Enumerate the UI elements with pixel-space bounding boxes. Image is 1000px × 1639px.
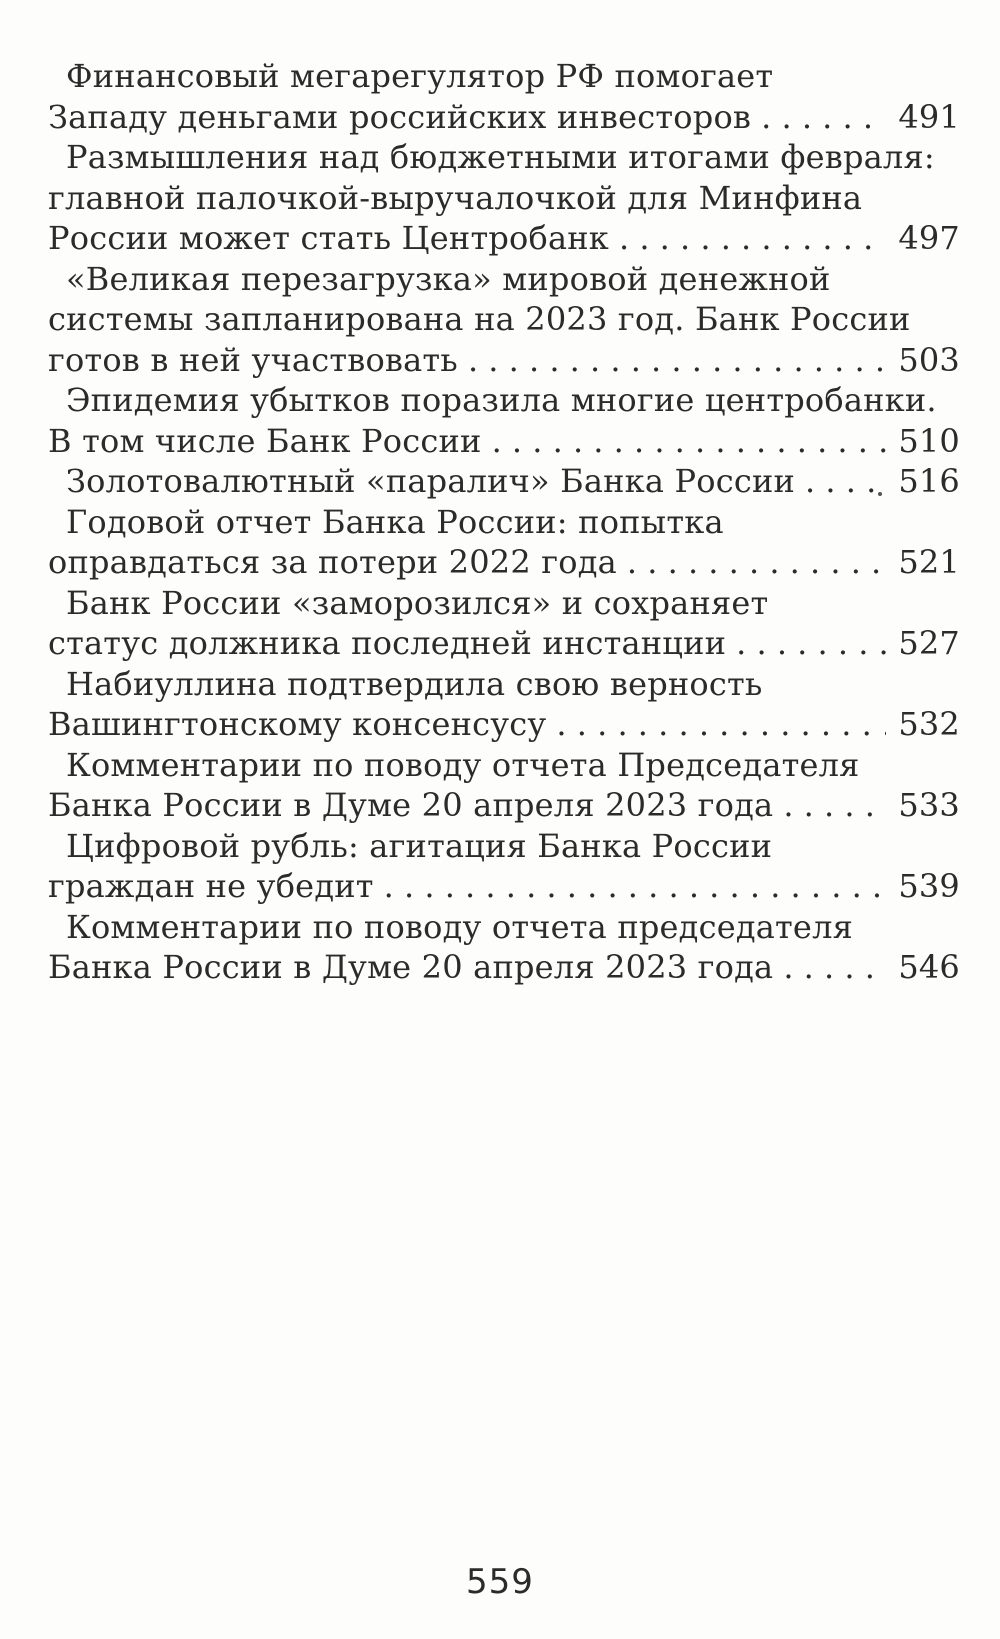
table-of-contents [48, 56, 960, 988]
toc-entry-last-line [48, 947, 960, 988]
toc-entry-line: статус должника последней инстанции [48, 624, 727, 662]
toc-page-number: 546 [898, 948, 960, 986]
dot-leader [619, 218, 886, 259]
toc-entry-line: России может стать Центробанк [48, 219, 609, 257]
toc-entry-line: «Великая перезагрузка» мировой денежной [66, 259, 831, 298]
toc-entry-line: Банка России в Думе 20 апреля 2023 года [48, 786, 774, 824]
toc-page-number: 532 [898, 705, 960, 743]
toc-entry [48, 461, 960, 502]
toc-page-number: 527 [898, 624, 960, 662]
dot-leader [736, 623, 886, 664]
toc-page-number: 516 [898, 462, 960, 500]
dot-leader [783, 947, 886, 988]
toc-entry-line: Цифровой рубль: агитация Банка России [66, 826, 773, 865]
toc-entry-line: Годовой отчет Банка России: попытка [66, 502, 724, 541]
toc-entry [48, 583, 960, 664]
toc-entry-line: В том числе Банк России [48, 421, 482, 460]
toc-entry-line: Эпидемия убытков поразила многие центробанки. [66, 381, 937, 419]
dot-leader [627, 542, 886, 583]
toc-entry [48, 259, 960, 381]
dot-leader [492, 421, 887, 462]
toc-entry-last-line [48, 97, 960, 138]
toc-entry [48, 502, 960, 583]
toc-entry-last-line [48, 785, 960, 826]
dot-leader [556, 704, 886, 745]
toc-page-number: 497 [898, 219, 960, 257]
toc-entry-last-line [48, 218, 960, 259]
toc-entry [48, 664, 960, 745]
toc-entry-last-line [48, 866, 960, 907]
toc-page-number: 510 [898, 421, 960, 460]
toc-entry-last-line [48, 461, 960, 502]
toc-entry-line: граждан не убедит [48, 867, 374, 905]
toc-entry-last-line [48, 421, 960, 462]
toc-page-number: 503 [898, 340, 960, 379]
toc-page-number: 521 [898, 543, 960, 581]
toc-entry-last-line [48, 704, 960, 745]
toc-entry-line: готов в ней участвовать [48, 340, 458, 379]
toc-entry-line: системы запланирована на 2023 год. Банк России [48, 300, 911, 338]
toc-entry [48, 380, 960, 461]
toc-entry-last-line [48, 340, 960, 381]
toc-entry [48, 826, 960, 907]
toc-entry-line: Золотовалютный «паралич» Банка России [66, 462, 796, 500]
toc-entry-line: Западу деньгами российских инвесторов [48, 97, 752, 136]
dot-leader [468, 340, 886, 381]
toc-entry [48, 137, 960, 259]
toc-entry [48, 745, 960, 826]
dot-leader [805, 461, 886, 502]
toc-entry-line: Набиуллина подтвердила свою верность [66, 664, 763, 703]
toc-entry-line: главной палочкой-выручалочкой для Минфина [48, 178, 863, 217]
toc-entry-line: Комментарии по поводу отчета председателя [66, 907, 853, 946]
toc-entry [48, 56, 960, 137]
toc-entry-line: оправдаться за потери 2022 года [48, 543, 617, 581]
toc-entry-last-line [48, 623, 960, 664]
toc-entry-line: Банка России в Думе 20 апреля 2023 года [48, 948, 774, 986]
toc-entry-line: Комментарии по поводу отчета Председателя [66, 745, 860, 784]
print-speck [878, 492, 882, 496]
dot-leader [384, 866, 887, 907]
toc-entry-line: Размышления над бюджетными итогами февраля: [66, 138, 935, 176]
toc-page-number: 539 [898, 867, 960, 905]
toc-entry-line: Вашингтонскому консенсусу [48, 705, 547, 743]
page-number-footer: 559 [466, 1562, 534, 1602]
toc-entry-line: Финансовый мегарегулятор РФ помогает [66, 57, 774, 95]
toc-entry-line: Банк России «заморозился» и сохраняет [66, 583, 769, 622]
dot-leader [761, 97, 886, 138]
toc-page-number: 533 [898, 786, 960, 824]
toc-entry [48, 907, 960, 988]
toc-entry-last-line [48, 542, 960, 583]
toc-page-number: 491 [898, 97, 960, 136]
dot-leader [783, 785, 886, 826]
